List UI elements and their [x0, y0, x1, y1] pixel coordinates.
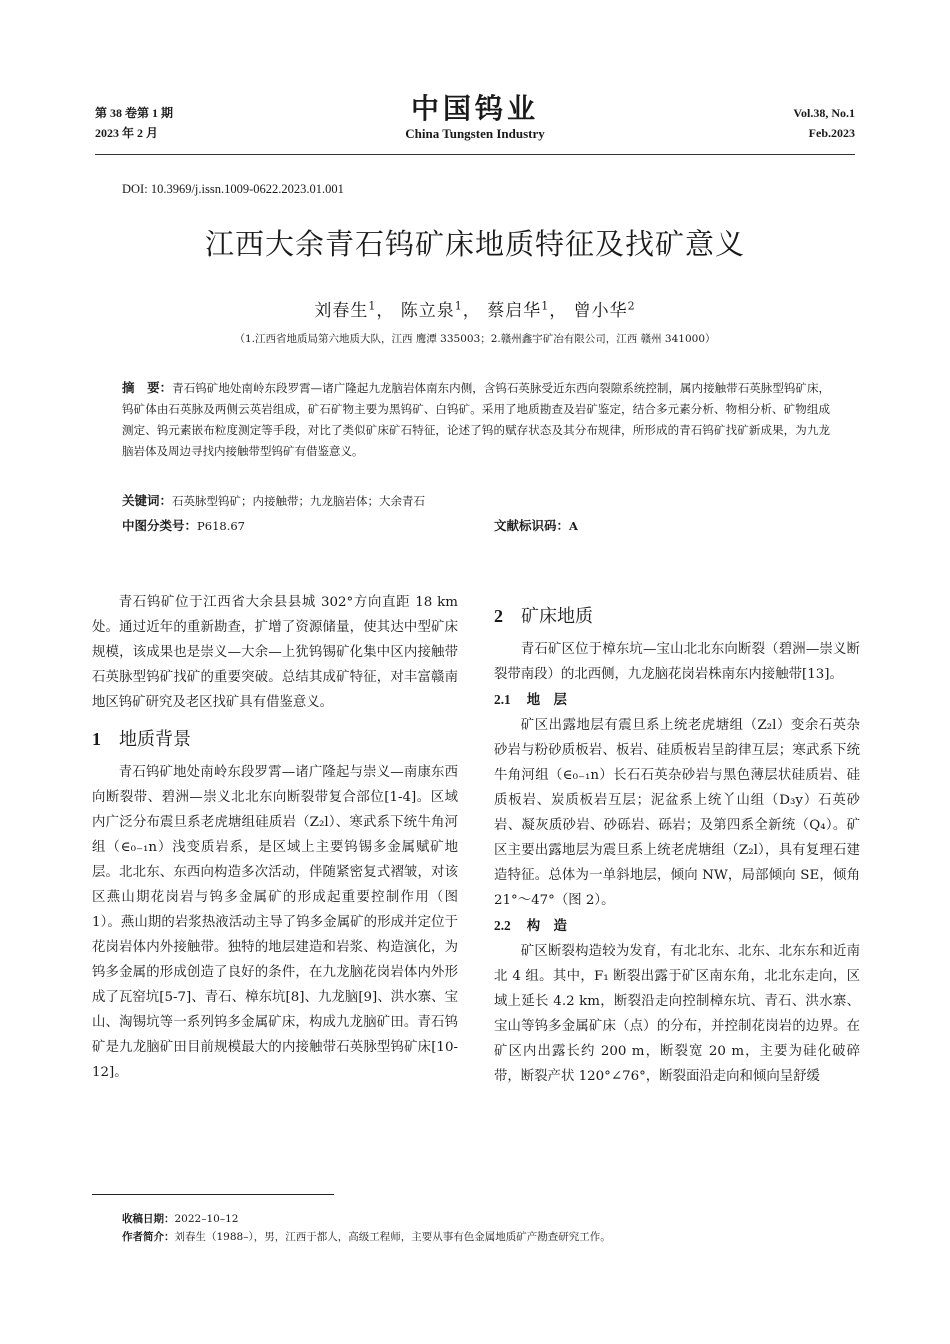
section-heading-2 — [494, 598, 860, 635]
keywords-text: 石英脉型钨矿；内接触带；九龙脑岩体；大余青石 — [172, 494, 426, 508]
author-list: 刘春生$^1$， 陈立泉$^1$， 蔡启华$^1$， 曾小华$^2$ — [314, 299, 636, 321]
subsection-heading-2-1 — [494, 687, 860, 713]
footnote-received — [122, 1211, 238, 1228]
section-1-paragraph: 青石钨矿地处南岭东段罗霄—诸广隆起与崇义—南康东西向断裂带、碧洲—崇义北北东向断裂带复合部位[1-4]。区域内广泛分布震旦系老虎塘组硅质岩（Z₂l）、寒武系下统牛角河组（∈₀₋₁n）浅变质岩系，是区域上主要钨锡多金属赋矿地层。北北东、东西向构造多次活动，伴随紧密复式褶皱，对该区燕山期花岗岩与钨多金属矿的形成起重要控制作用（图 1）。燕山期的岩浆热液活动主导了钨多金属矿的形成并定位于花岗岩体内外接触带。独特的地层建造和岩浆、构造演化，为钨多金属的形成创造了良好的条件，在九龙脑花岗岩体内外形成了瓦窑坑[5-7]、青石、樟东坑[8]、九龙脑[9]、洪水寨、宝山、淘锡坑等一系列钨多金属矿床，构成九龙脑矿田。青石钨矿是九龙脑矿田目前规模最大的内接触带石英脉型钨矿床[10-12]。 — [92, 765, 458, 1080]
abstract-label: 摘 要： — [122, 380, 173, 395]
subsection-title: 地 层 — [526, 692, 567, 708]
author-affil-mark: 1 — [541, 299, 550, 313]
author-name: 曾小华 — [573, 301, 628, 321]
author-affil-mark: 1 — [368, 299, 377, 313]
document-code-label: 文献标识码： — [494, 518, 570, 533]
keywords — [122, 491, 425, 511]
document-code-value: A — [569, 519, 578, 533]
subsection-heading-2-2 — [494, 913, 860, 939]
intro-paragraph: 青石钨矿位于江西省大余县县城 302°方向直距 18 km 处。通过近年的重新勘查，扩增了资源储量，使其达中型矿床规模，该成果也是崇义—大余—上犹钨锡矿化集中区内接触带石英脉型钨矿找矿的重要突破。总结其成矿特征，对丰富赣南地区钨矿研究及老区找矿具有借鉴意义。 — [92, 595, 458, 710]
author-bio-text: 刘春生（1988–），男，江西于都人，高级工程师，主要从事有色金属地质矿产勘查研究工作。 — [174, 1231, 611, 1243]
clc-value: P618.67 — [197, 519, 245, 533]
abstract-text: 青石钨矿地处南岭东段罗霄—诸广隆起九龙脑岩体南东内侧，含钨石英脉受近东西向裂隙系统控制，属内接触带石英脉型钨矿床，钨矿体由石英脉及两侧云英岩组成，矿石矿物主要为黑钨矿、白钨矿。采用了地质勘查及岩矿鉴定，结合多元素分析、物相分析、矿物组成测定、钨元素嵌布粒度测定等手段，对比了类似矿床矿石特征，论述了钨的赋存状态及其分布规律，所形成的青石钨矿找矿新成果，为九龙脑岩体及周边寻找内接触带型钨矿有借鉴意义。 — [122, 381, 830, 458]
header-right — [793, 103, 855, 143]
date-en: Feb.2023 — [808, 126, 855, 140]
section-number: 1 — [92, 729, 101, 749]
footnote-divider — [92, 1194, 334, 1195]
subsection-title: 构 造 — [526, 918, 567, 934]
received-date: 2022–10–12 — [174, 1213, 239, 1225]
author-name: 刘春生 — [314, 301, 369, 321]
clc-label: 中图分类号： — [122, 518, 198, 533]
section-heading-1 — [92, 721, 458, 758]
doi: DOI: 10.3969/j.issn.1009-0622.2023.01.001 — [122, 182, 344, 196]
author-name: 蔡启华 — [487, 301, 542, 321]
section-2-paragraph: 青石矿区位于樟东坑—宝山北北东向断裂（碧洲—崇义断裂带南段）的北西侧，九龙脑花岗岩株南东内接触带[13]。 — [494, 642, 860, 682]
paper-title: 江西大余青石钨矿床地质特征及找矿意义 — [204, 227, 745, 261]
header-divider — [95, 154, 855, 155]
author-name: 陈立泉 — [400, 301, 455, 321]
section-number: 2 — [494, 606, 503, 626]
author-affil-mark: 1 — [454, 299, 463, 313]
affiliation: （1.江西省地质局第六地质大队，江西 鹰潭 335003；2.赣州鑫宇矿冶有限公司，江西 赣州 341000） — [234, 333, 716, 345]
author-bio-label: 作者简介： — [122, 1231, 175, 1243]
received-label: 收稿日期： — [122, 1213, 175, 1225]
left-column — [92, 590, 458, 1085]
author-affil-mark: 2 — [627, 299, 636, 313]
keywords-label: 关键词： — [122, 493, 173, 508]
subsection-2-2-paragraph: 矿区断裂构造较为发育，有北北东、北东、北东东和近南北 4 组。其中，F₁ 断裂出露于矿区南东角，北北东走向，区域上延长 4.2 km，断裂沿走向控制樟东坑、青石、洪水寨、宝山等钨多金属矿床（点）的分布，并控制花岗岩的边界。在矿区内出露长约 200 m，断裂宽 20 m，主要为硅化破碎带，断裂产状 120°∠76°，断裂面沿走向和倾向呈舒缓 — [494, 944, 860, 1084]
subsection-2-1-paragraph: 矿区出露地层有震旦系上统老虎塘组（Z₂l）变余石英杂砂岩与粉砂质板岩、板岩、硅质板岩呈韵律互层；寒武系下统牛角河组（∈₀₋₁n）长石石英杂砂岩与黑色薄层状硅质岩、硅质板岩、炭质板岩互层；泥盆系上统丫山组（D₃y）石英砂岩、凝灰质砂岩、砂砾岩、砾岩；及第四系全新统（Q₄）。矿区主要出露地层为震旦系上统老虎塘组（Z₂l），具有复理石建造特征。总体为一单斜地层，倾向 NW，局部倾向 SE，倾角 21°～47°（图 2）。 — [494, 718, 860, 908]
journal-name-en: China Tungsten Industry — [405, 126, 545, 141]
volume-en: Vol.38, No.1 — [793, 106, 855, 120]
subsection-number: 2.2 — [494, 918, 511, 933]
subsection-number: 2.1 — [494, 692, 511, 707]
clc-number — [122, 516, 245, 536]
abstract — [122, 377, 830, 462]
issue-cn: 第 38 卷第 1 期 — [95, 106, 174, 120]
section-title: 地质背景 — [119, 729, 191, 750]
journal-name-cn: 中国钨业 — [410, 92, 539, 125]
right-column — [494, 598, 860, 1089]
document-code — [494, 516, 578, 536]
section-title: 矿床地质 — [521, 606, 593, 627]
date-cn: 2023 年 2 月 — [95, 126, 159, 140]
footnote-author-bio — [122, 1229, 611, 1246]
